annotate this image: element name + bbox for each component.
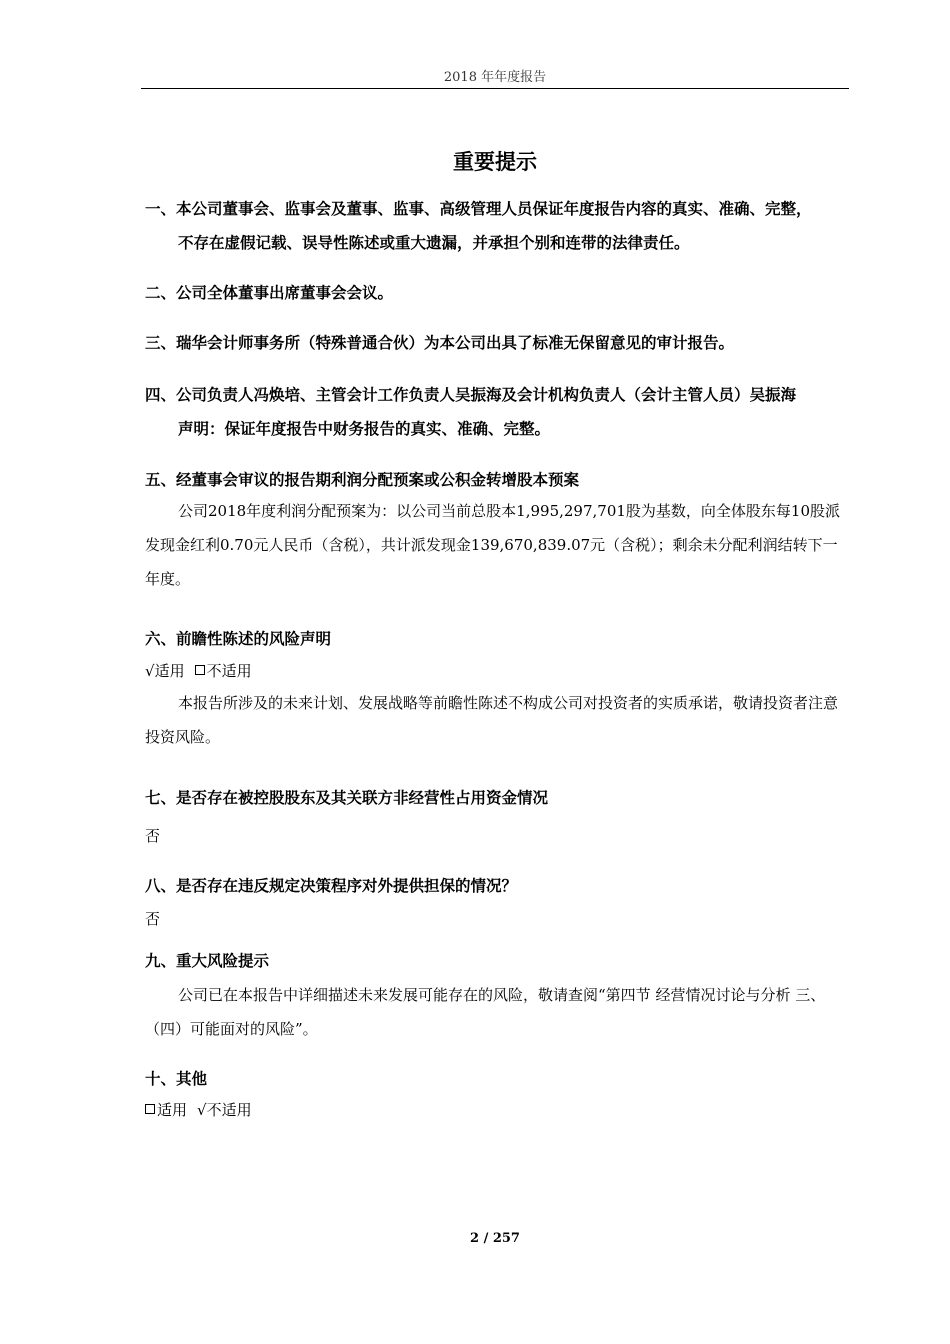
section-1-line2: 不存在虚假记载、误导性陈述或重大遗漏，并承担个别和连带的法律责任。 bbox=[178, 234, 690, 252]
applicable-label: 适用 bbox=[154, 662, 185, 680]
section-10-options bbox=[145, 1095, 252, 1125]
section-6-body: 本报告所涉及的未来计划、发展战略等前瞻性陈述不构成公司对投资者的实质承诺，敬请投资者注意投资风险。 bbox=[145, 694, 839, 746]
section-4 bbox=[145, 378, 855, 446]
not-applicable-label: 不适用 bbox=[206, 662, 252, 680]
section-5-heading: 五、经董事会审议的报告期利润分配预案或公积金转增股本预案 bbox=[145, 471, 580, 489]
section-4-line2: 声明：保证年度报告中财务报告的真实、准确、完整。 bbox=[178, 420, 551, 438]
section-9-heading: 九、重大风险提示 bbox=[145, 952, 270, 970]
checkbox-icon bbox=[145, 1104, 155, 1114]
section-8-heading: 八、是否存在违反规定决策程序对外提供担保的情况？ bbox=[145, 877, 518, 895]
section-6-options bbox=[145, 656, 252, 686]
section-4-line1: 四、公司负责人冯焕培、主管会计工作负责人吴振海及会计机构负责人（会计主管人员）吴振海 bbox=[145, 386, 797, 404]
section-1-line1: 一、本公司董事会、监事会及董事、监事、高级管理人员保证年度报告内容的真实、准确、完整， bbox=[145, 200, 812, 218]
page-number: 2 / 257 bbox=[470, 1231, 520, 1246]
section-5-body: 公司2018年度利润分配预案为：以公司当前总股本1,995,297,701股为基数，向全体股东每10股派发现金红利0.70元人民币（含税），共计派发现金139,670,839.07元（含税）；剩余未分配利润结转下一年度。 bbox=[145, 502, 841, 588]
section-8-answer: 否 bbox=[145, 910, 161, 928]
section-7-heading: 七、是否存在被控股股东及其关联方非经营性占用资金情况 bbox=[145, 789, 549, 807]
section-6-heading: 六、前瞻性陈述的风险声明 bbox=[145, 630, 332, 648]
running-header: 2018 年年度报告 bbox=[443, 70, 547, 85]
header-rule bbox=[141, 88, 849, 89]
page-title: 重要提示 bbox=[453, 150, 537, 174]
not-applicable-label: 不适用 bbox=[206, 1101, 252, 1119]
section-1 bbox=[145, 192, 855, 260]
checkmark-icon: √ bbox=[197, 1101, 207, 1119]
section-2: 二、公司全体董事出席董事会会议。 bbox=[145, 284, 394, 302]
checkmark-icon: √ bbox=[145, 662, 155, 680]
section-3: 三、瑞华会计师事务所（特殊普通合伙）为本公司出具了标准无保留意见的审计报告。 bbox=[145, 334, 735, 352]
applicable-label: 适用 bbox=[157, 1101, 188, 1119]
section-9-body: 公司已在本报告中详细描述未来发展可能存在的风险，敬请查阅“第四节 经营情况讨论与分析 三、（四）可能面对的风险”。 bbox=[145, 986, 826, 1038]
section-10-heading: 十、其他 bbox=[145, 1070, 208, 1088]
checkbox-icon bbox=[195, 665, 205, 675]
section-7-answer: 否 bbox=[145, 827, 161, 845]
